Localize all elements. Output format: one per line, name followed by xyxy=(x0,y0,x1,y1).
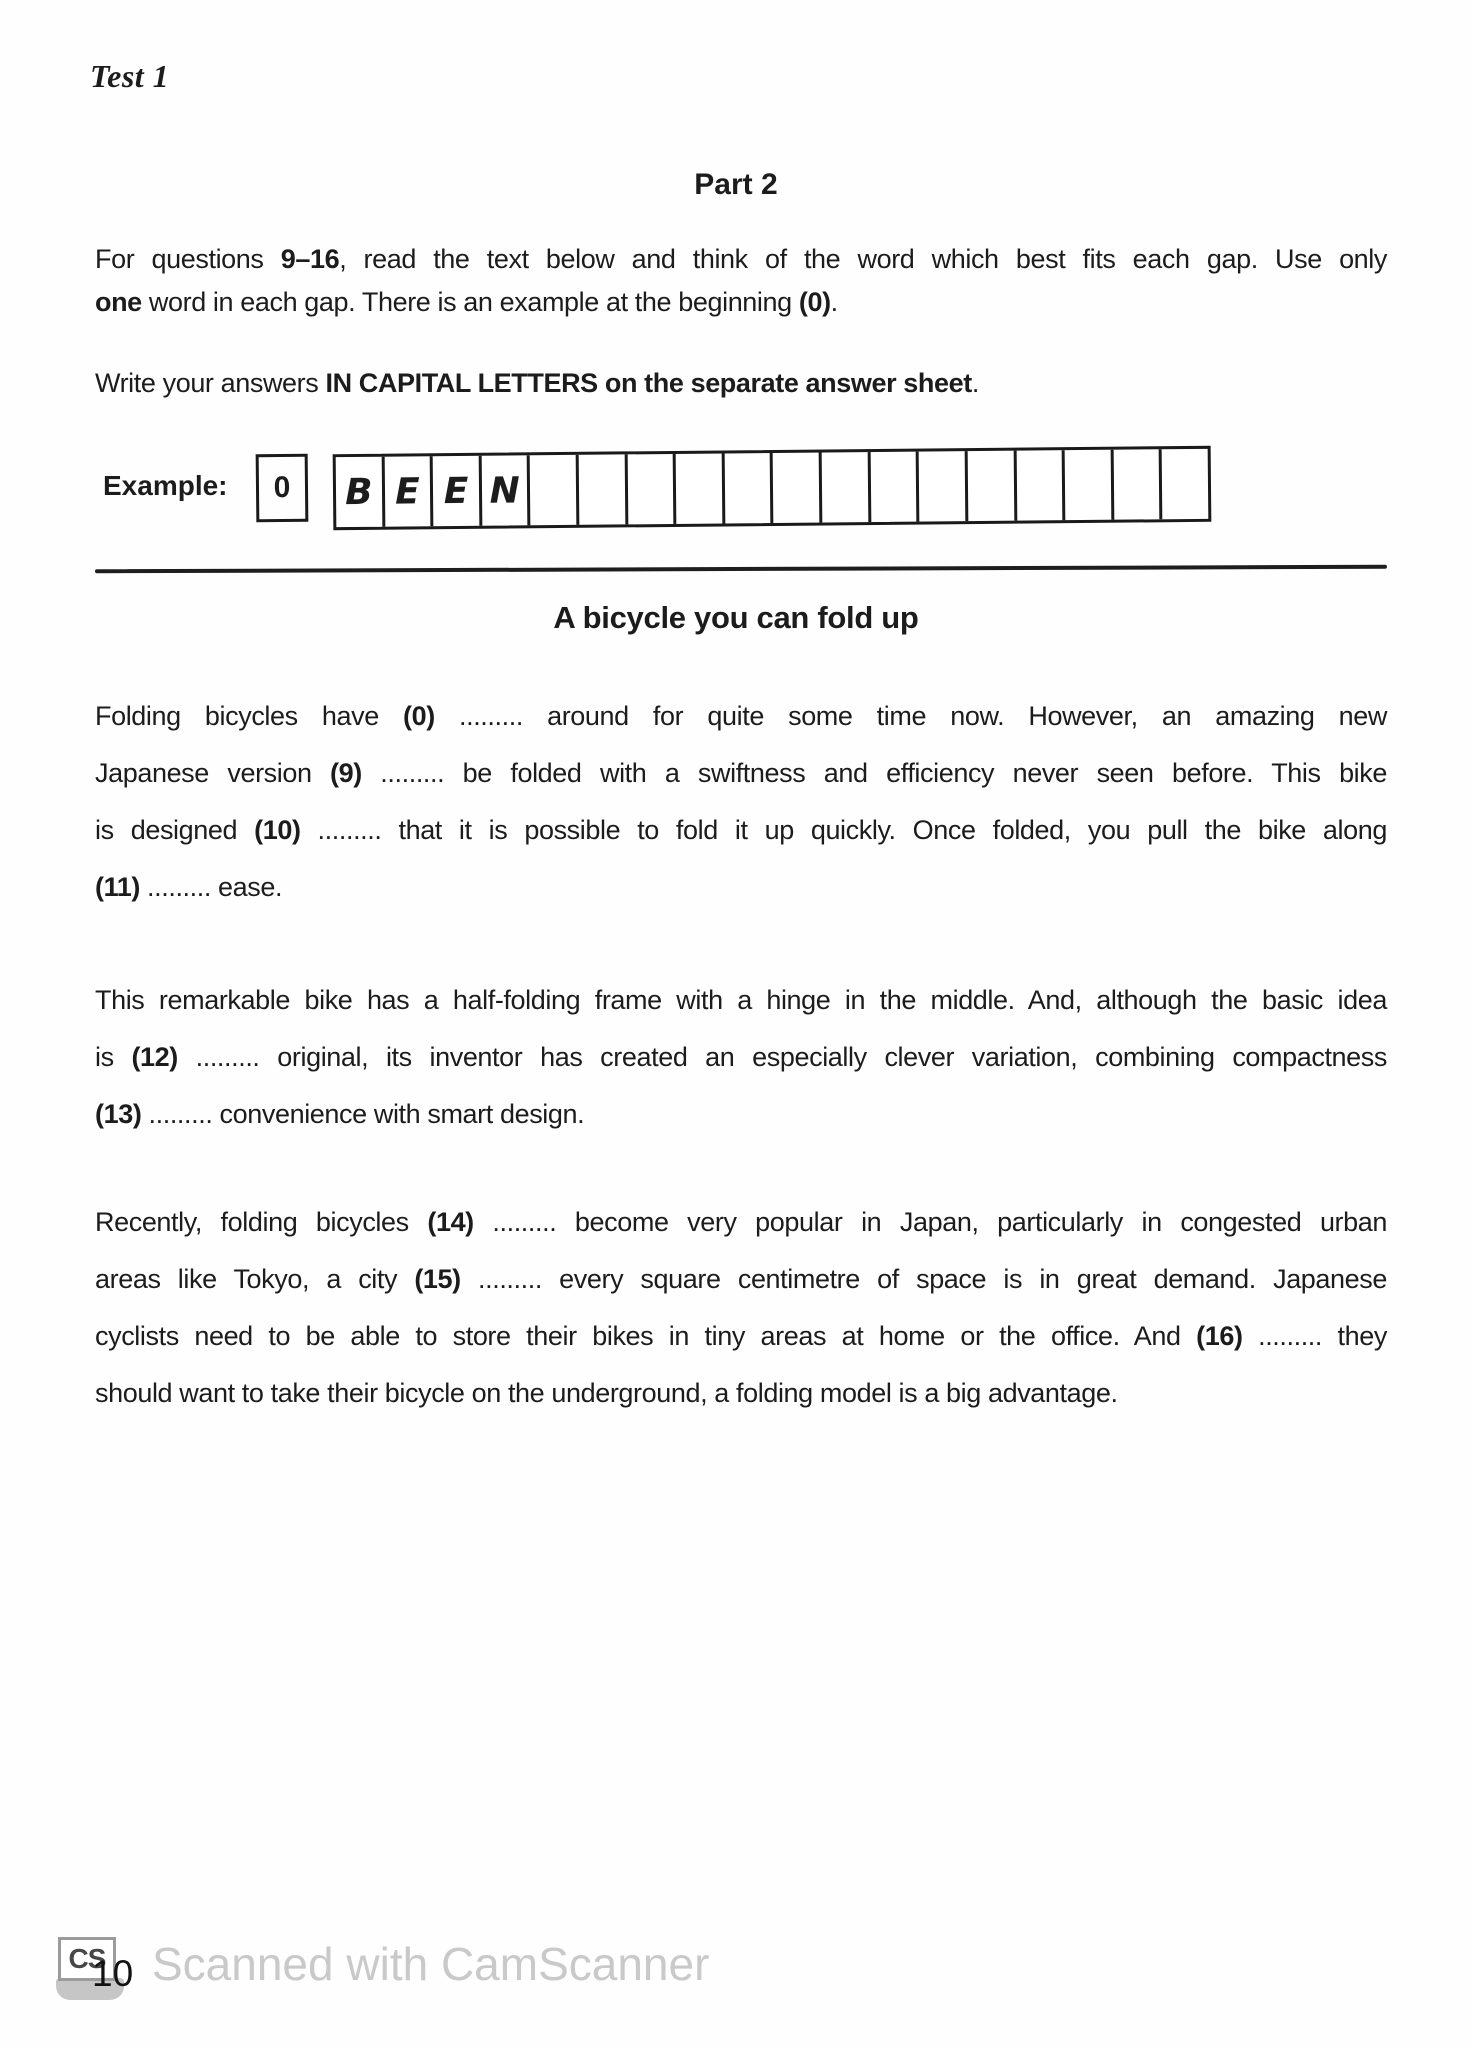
passage-paragraph xyxy=(95,972,1387,1143)
passage-title: A bicycle you can fold up xyxy=(553,600,919,635)
answer-cell xyxy=(870,452,919,522)
gap-number: (0) xyxy=(403,701,435,731)
text-line xyxy=(95,1365,1387,1422)
text-segment: ......... they xyxy=(1242,1321,1387,1351)
example-label: Example: xyxy=(103,470,228,501)
text-segment: ......... be folded with a swiftness and efficiency never seen before. This bike xyxy=(361,758,1387,788)
text-segment: ......... become very popular in Japan, particularly in congested urban xyxy=(473,1207,1387,1237)
text-segment: word in each gap. There is an example at the beginning xyxy=(141,287,799,317)
text-segment: ......... ease. xyxy=(139,872,283,902)
gap-number: (15) xyxy=(414,1264,461,1294)
answer-cell xyxy=(822,452,871,522)
example-row xyxy=(0,450,1472,530)
answer-cell: B xyxy=(336,457,385,527)
text-line xyxy=(95,1251,1387,1308)
gap-number: (11) xyxy=(95,872,140,902)
text-segment: For questions xyxy=(95,244,281,274)
gap-number: (10) xyxy=(254,815,301,845)
text-segment: ......... around for quite some time now. However, an amazing new xyxy=(434,701,1388,731)
answer-sheet-instruction xyxy=(95,362,1387,405)
text-segment: Folding bicycles have xyxy=(95,701,404,731)
passage-paragraph xyxy=(95,688,1387,916)
camscanner-watermark: Scanned with CamScanner xyxy=(152,1938,710,1990)
text-line xyxy=(95,688,1387,745)
answer-grid xyxy=(333,446,1212,530)
text-line xyxy=(95,972,1387,1029)
answer-cell xyxy=(773,453,822,523)
text-line xyxy=(95,281,1387,324)
answer-cell xyxy=(725,453,774,523)
answer-cell xyxy=(627,454,676,524)
text-line xyxy=(95,1086,1387,1143)
text-segment: is xyxy=(95,1042,132,1072)
answer-cell xyxy=(676,453,725,523)
text-segment: is designed xyxy=(95,815,255,845)
text-segment: should want to take their bicycle on the underground, a folding model is a big advantage. xyxy=(95,1378,1118,1408)
part-title: Part 2 xyxy=(694,168,778,201)
text-line xyxy=(95,1194,1387,1251)
instructions-paragraph xyxy=(95,238,1387,324)
answer-cell xyxy=(919,451,968,521)
gap-number: (13) xyxy=(95,1099,142,1129)
text-line xyxy=(95,802,1387,859)
gap-number: one xyxy=(95,287,142,317)
text-line xyxy=(95,238,1387,281)
answer-cell xyxy=(530,455,579,525)
text-segment: cyclists need to be able to store their bikes in tiny areas at home or the office. And xyxy=(95,1321,1197,1351)
answer-cell: N xyxy=(482,455,531,525)
text-segment: areas like Tokyo, a city xyxy=(95,1264,415,1294)
camscanner-logo-badge: CS xyxy=(58,1937,116,1981)
answer-cell xyxy=(1162,449,1208,519)
text-segment: Recently, folding bicycles xyxy=(95,1207,428,1237)
gap-number: 9–16 xyxy=(280,244,340,274)
text-segment: ......... original, its inventor has created an especially clever variation, combining compactness xyxy=(177,1042,1387,1072)
gap-number: (9) xyxy=(330,758,362,788)
answer-cell xyxy=(1016,450,1065,520)
text-segment: ......... every square centimetre of space is in great demand. Japanese xyxy=(460,1264,1387,1294)
text-segment: , read the text below and think of the word which best fits each gap. Use only xyxy=(339,244,1388,274)
text-segment: Japanese version xyxy=(95,758,331,788)
gap-number: (12) xyxy=(131,1042,178,1072)
text-line xyxy=(95,362,1387,405)
gap-number: (0) xyxy=(798,287,831,317)
text-segment: Write your answers xyxy=(95,368,326,398)
text-segment: . xyxy=(971,368,979,398)
book-header: Test 1 xyxy=(90,58,170,94)
answer-cell xyxy=(579,454,628,524)
text-segment: ......... that it is possible to fold it up quickly. Once folded, you pull the bike along xyxy=(300,815,1387,845)
answer-cell xyxy=(968,451,1017,521)
text-segment: . xyxy=(830,287,838,317)
text-segment: ......... convenience with smart design. xyxy=(141,1099,585,1129)
text-segment: This remarkable bike has a half-folding frame with a hinge in the middle. And, although the basic idea xyxy=(95,985,1387,1015)
text-line xyxy=(95,745,1387,802)
page-number: 10 xyxy=(92,1953,134,1994)
answer-cell: E xyxy=(384,456,433,526)
answer-cell: E xyxy=(433,456,482,526)
footer xyxy=(0,1935,1472,2015)
gap-number: IN CAPITAL LETTERS on the separate answer sheet xyxy=(325,368,972,398)
section-divider xyxy=(95,565,1387,574)
answer-cell xyxy=(1113,449,1162,519)
gap-number: (16) xyxy=(1196,1321,1243,1351)
answer-cell xyxy=(1065,450,1114,520)
text-line xyxy=(95,859,1387,916)
gap-number: (14) xyxy=(427,1207,474,1237)
text-line xyxy=(95,1308,1387,1365)
text-line xyxy=(95,1029,1387,1086)
passage-paragraph xyxy=(95,1194,1387,1422)
example-number-box: 0 xyxy=(256,454,309,523)
